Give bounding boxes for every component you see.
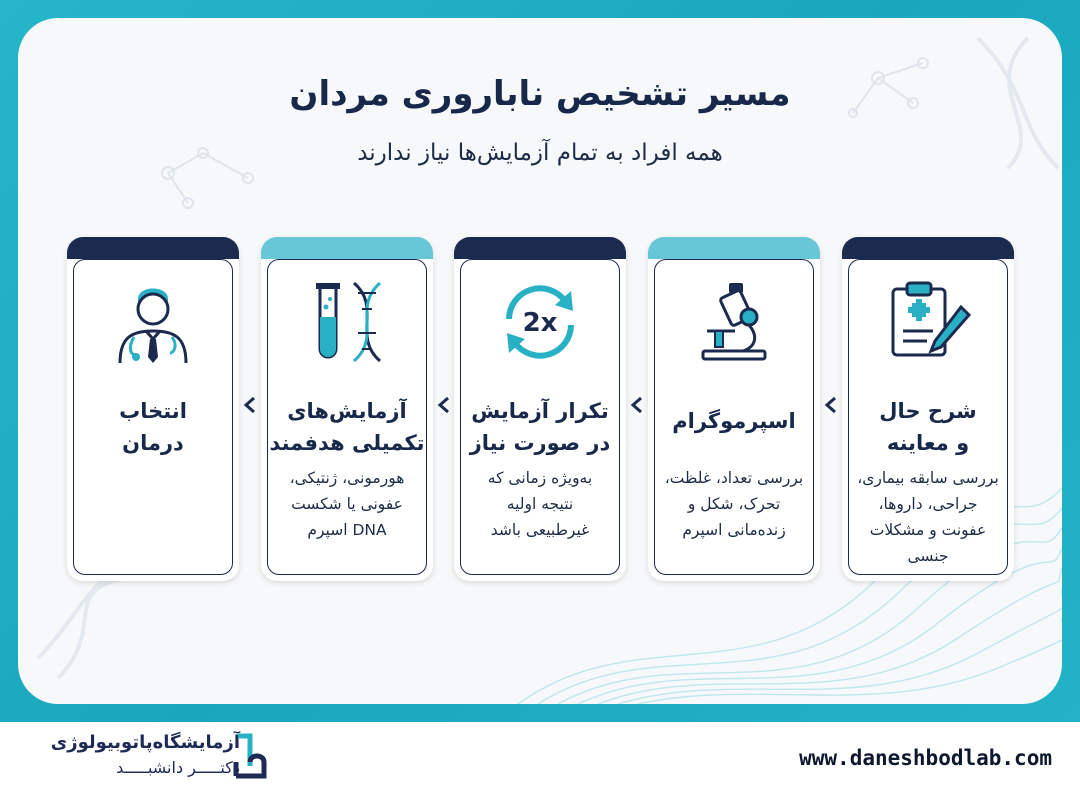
chevron-left-icon — [242, 396, 258, 414]
desc-line: جراحی، داروها، — [878, 495, 978, 513]
desc-line: بررسی تعداد، غلظت، — [664, 469, 804, 487]
step-description — [848, 465, 1008, 569]
brand-line1: آزمایشگاه‌پاتوبیولوژی — [50, 732, 240, 753]
step-card-repeat — [454, 237, 626, 581]
desc-line: DNA اسپرم — [307, 521, 387, 539]
step-title-line1: تکرار آزمایش — [471, 399, 609, 423]
desc-line: به‌ویژه زمانی که — [487, 469, 593, 487]
card-cap — [261, 237, 433, 259]
step-card-treatment — [67, 237, 239, 581]
chevron-left-icon — [629, 396, 645, 414]
step-title — [850, 395, 1006, 459]
microscope-icon — [648, 277, 820, 367]
step-description — [654, 465, 814, 543]
doctor-icon — [67, 277, 239, 367]
brand-line2: دکتـــــر دانشبـــــد — [116, 758, 240, 777]
step-card-spermogram — [648, 237, 820, 581]
step-description — [267, 465, 427, 543]
page-title: مسیر تشخیص ناباروری مردان — [289, 74, 791, 114]
step-title — [462, 395, 618, 459]
desc-line: تحرک، شکل و — [687, 495, 781, 513]
desc-line: عفونت و مشکلات — [869, 521, 987, 539]
step-title-line1: اسپرموگرام — [672, 409, 796, 433]
step-title-line1: انتخاب — [119, 399, 187, 423]
chevron-left-icon — [823, 396, 839, 414]
clipboard-pen-icon — [842, 277, 1014, 367]
desc-line: زنده‌مانی اسپرم — [682, 521, 786, 539]
step-card-history — [842, 237, 1014, 581]
repeat-badge: 2x — [522, 308, 558, 338]
desc-line: عفونی یا شکست — [291, 495, 403, 513]
step-title-line1: آزمایش‌های — [287, 399, 407, 423]
card-cap — [842, 237, 1014, 259]
website-link[interactable]: www.daneshbodlab.com — [799, 746, 1052, 770]
desc-line: غیرطبیعی باشد — [490, 521, 590, 539]
card-cap — [648, 237, 820, 259]
desc-line: نتیجه اولیه — [506, 495, 574, 513]
step-title-line2: تکمیلی هدفمند — [269, 431, 425, 455]
step-title-line2: در صورت نیاز — [469, 431, 611, 455]
step-description — [460, 465, 620, 543]
page-subtitle: همه افراد به تمام آزمایش‌ها نیاز ندارند — [357, 140, 723, 166]
step-title-line2: و معاینه — [886, 431, 970, 455]
desc-line: هورمونی، ژنتیکی، — [289, 469, 405, 487]
step-title-line2: درمان — [122, 431, 184, 455]
step-title — [656, 405, 812, 437]
repeat-2x-icon — [454, 277, 626, 367]
test-tube-dna-icon — [261, 277, 433, 367]
step-title — [75, 395, 231, 459]
desc-line: جنسی — [907, 547, 949, 565]
card-cap — [454, 237, 626, 259]
step-card-supplementary — [261, 237, 433, 581]
desc-line: بررسی سابقه بیماری، — [857, 469, 999, 487]
step-title — [269, 395, 425, 459]
chevron-left-icon — [436, 396, 452, 414]
card-cap — [67, 237, 239, 259]
brand-name — [30, 730, 240, 780]
step-title-line1: شرح حال — [879, 399, 977, 423]
brand-logo-icon — [230, 732, 270, 782]
